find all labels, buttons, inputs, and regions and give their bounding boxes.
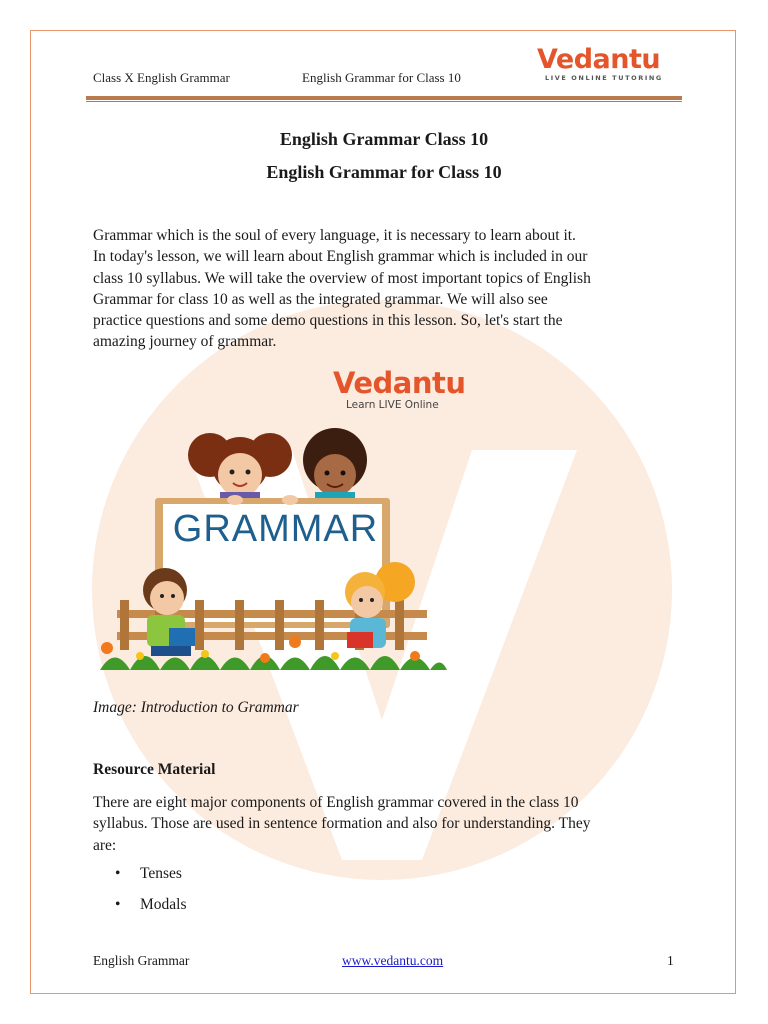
page-number: 1 (667, 953, 674, 968)
intro-line: Grammar for class 10 as well as the integrated grammar. We will also see (93, 290, 548, 308)
intro-line: Grammar which is the soul of every language, it is necessary to learn about it. (93, 227, 576, 244)
section-heading: Resource Material (93, 761, 216, 778)
footer-doc-title: English Grammar (93, 953, 190, 968)
bullet-marker: • (115, 896, 121, 913)
bullet-marker: • (115, 865, 121, 882)
intro-line: class 10 syllabus. We will take the overview of most important topics of English (93, 269, 591, 287)
figure-caption: Image: Introduction to Grammar (93, 699, 299, 716)
section-line: syllabus. Those are used in sentence formation and also for understanding. They (93, 815, 591, 833)
header-logo-word: Vedantu (537, 44, 661, 75)
header-vedantu-logo (537, 46, 663, 82)
board-grammar-text: GRAMMAR (172, 508, 379, 550)
figure-logo-tagline: Learn LIVE Online (346, 399, 439, 411)
header-doc-title: Class X English Grammar (93, 70, 230, 85)
page-subtitle: English Grammar for Class 10 (266, 162, 502, 182)
header-logo-tagline: LIVE ONLINE TUTORING (545, 74, 663, 82)
header-rule-thin (86, 101, 682, 102)
boy-curly-hair-icon (303, 428, 367, 504)
footer-website-link[interactable]: www.vedantu.com (342, 953, 444, 968)
bullet-item-tenses: Tenses (140, 865, 182, 882)
girl-curly-hair-icon (188, 433, 292, 504)
bullet-item-modals: Modals (140, 896, 187, 913)
figure-vedantu-logo (333, 368, 466, 411)
section-line: There are eight major components of English grammar covered in the class 10 (93, 794, 579, 811)
section-line: are: (93, 836, 117, 854)
intro-line: practice questions and some demo questions in this lesson. So, let's start the (93, 312, 563, 330)
page-title: English Grammar Class 10 (279, 129, 489, 149)
intro-line: In today's lesson, we will learn about English grammar which is included in our (93, 248, 588, 266)
intro-paragraph (93, 225, 683, 353)
header-doc-subtitle: English Grammar for Class 10 (302, 70, 461, 85)
section-paragraph (93, 792, 683, 856)
figure-logo-word: Vedantu (333, 366, 466, 400)
intro-line: amazing journey of grammar. (93, 333, 277, 351)
header-rule (86, 96, 682, 100)
